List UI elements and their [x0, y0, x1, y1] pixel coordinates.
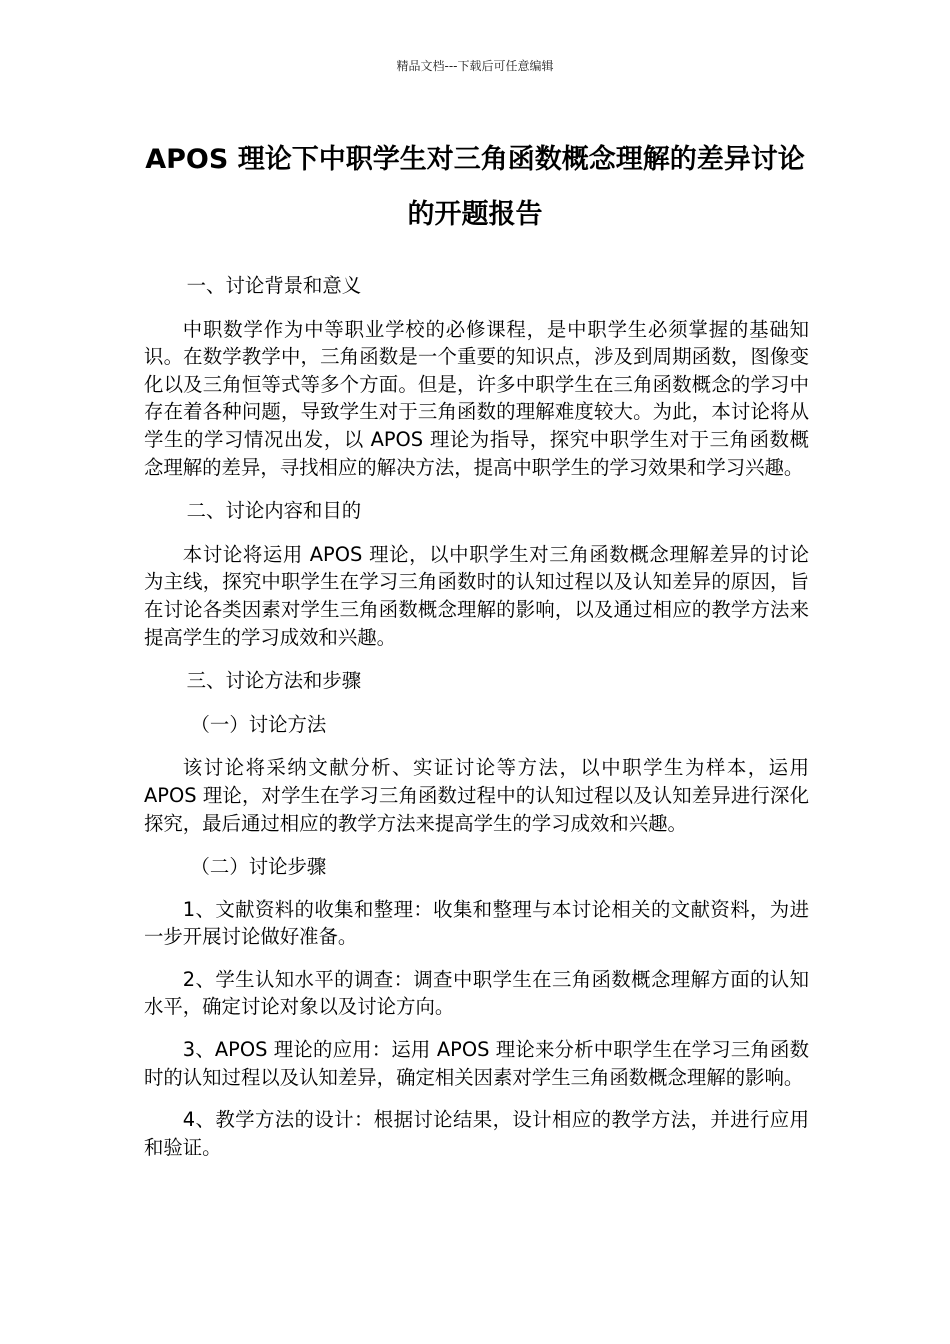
step-item-4: 4、教学方法的设计：根据讨论结果，设计相应的教学方法，并进行应用和验证。: [144, 1108, 809, 1159]
step-item-2: 2、学生认知水平的调查：调查中职学生在三角函数概念理解方面的认知水平，确定讨论对象以及讨论方向。: [144, 967, 809, 1019]
document-title: APOS 理论下中职学生对三角函数概念理解的差异讨论的开题报告: [145, 144, 805, 230]
paragraph-background: 中职数学作为中等职业学校的必修课程，是中职学生必须掌握的基础知识。在数学教学中，三角函数是一个重要的知识点，涉及到周期函数，图像变化以及三角恒等式等多个方面。但是，许多中职学生在三角函数概念的学习中存在着各种问题，导致学生对于三角函数的理解难度较大。为此，本讨论将从学生的学习情况出发，以 APOS 理论为指导，探究中职学生对于三角函数概念理解的差异，寻找相应的解决方法，提高中职学生的学习效果和学习兴趣。: [144, 317, 809, 479]
section-heading-methods: 三、讨论方法和步骤: [186, 669, 362, 693]
header-note: 精品文档---下载后可任意编辑: [396, 59, 554, 73]
step-item-1: 1、文献资料的收集和整理：收集和整理与本讨论相关的文献资料，为进一步开展讨论做好准备。: [144, 897, 809, 949]
paragraph-methods: 该讨论将采纳文献分析、实证讨论等方法，以中职学生为样本，运用 APOS 理论，对学生在学习三角函数过程中的认知过程以及认知差异进行深化探究，最后通过相应的教学方法来提高学生的学习成效和兴趣。: [144, 756, 809, 835]
step-item-3: 3、APOS 理论的应用：运用 APOS 理论来分析中职学生在学习三角函数时的认知过程以及认知差异，确定相关因素对学生三角函数概念理解的影响。: [144, 1038, 809, 1089]
document-body: [144, 272, 809, 1161]
subsection-heading-methods: （一）讨论方法: [190, 712, 327, 736]
paragraph-content: 本讨论将运用 APOS 理论，以中职学生对三角函数概念理解差异的讨论为主线，探究中职学生在学习三角函数时的认知过程以及认知差异的原因，旨在讨论各类因素对学生三角函数概念理解的影响，以及通过相应的教学方法来提高学生的学习成效和兴趣。: [144, 542, 809, 649]
subsection-heading-steps: （二）讨论步骤: [190, 855, 327, 879]
section-heading-background: 一、讨论背景和意义: [186, 274, 362, 297]
section-heading-content: 二、讨论内容和目的: [186, 499, 362, 523]
